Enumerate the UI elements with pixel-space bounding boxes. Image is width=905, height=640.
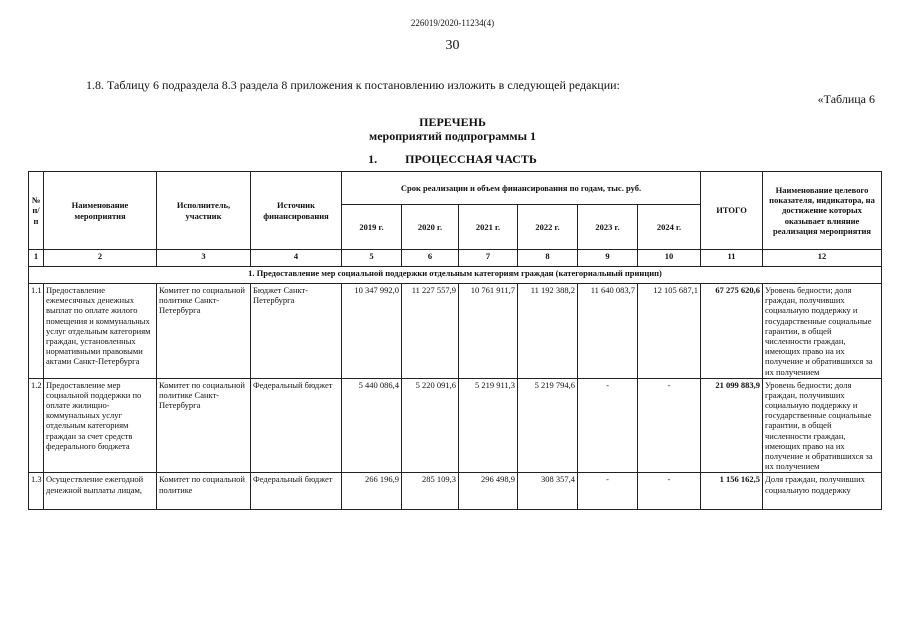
col-header-total: ИТОГО (701, 172, 763, 250)
row-number: 1.3 (29, 473, 44, 510)
col-header-year: 2020 г. (402, 205, 459, 250)
value-2024: 12 105 687,1 (638, 284, 701, 379)
column-number-row (29, 250, 882, 267)
column-number: 8 (518, 250, 578, 267)
col-header-year: 2022 г. (518, 205, 578, 250)
funding-source: Бюджет Санкт-Петербурга (251, 284, 342, 379)
col-header-year: 2023 г. (578, 205, 638, 250)
value-2023: 11 640 083,7 (578, 284, 638, 379)
page-number: 30 (445, 38, 460, 53)
column-number: 11 (701, 250, 763, 267)
column-number: 5 (342, 250, 402, 267)
value-2020: 11 227 557,9 (402, 284, 459, 379)
measure-name: Предоставление мер социальной поддержки по оплате жилищно-коммунальных услуг отдельным категориям граждан за счет средств федерального бюджета (44, 378, 157, 473)
funding-source: Федеральный бюджет (251, 473, 342, 510)
row-number: 1.1 (29, 284, 44, 379)
col-header-num: № п/п (29, 172, 44, 250)
executor: Комитет по социальной политике Санкт-Петербурга (157, 284, 251, 379)
col-header-year: 2021 г. (459, 205, 518, 250)
value-2024: - (638, 473, 701, 510)
column-number: 4 (251, 250, 342, 267)
value-2023: - (578, 378, 638, 473)
col-header-name: Наименование мероприятия (44, 172, 157, 250)
section-heading (0, 152, 905, 167)
table-row (29, 284, 882, 379)
column-number: 12 (763, 250, 882, 267)
row-number: 1.2 (29, 378, 44, 473)
value-total: 67 275 620,6 (701, 284, 763, 379)
indicator: Уровень бедности; доля граждан, получивших социальную поддержку и государственные социальные гарантии, в общей численности граждан, имеющих право на их получение и обратившихся за их получением (763, 284, 882, 379)
value-2019: 266 196,9 (342, 473, 402, 510)
column-number: 1 (29, 250, 44, 267)
value-2022: 5 219 794,6 (518, 378, 578, 473)
col-header-year: 2019 г. (342, 205, 402, 250)
list-title: ПЕРЕЧЕНЬ (419, 115, 486, 129)
value-2020: 285 109,3 (402, 473, 459, 510)
column-number: 7 (459, 250, 518, 267)
value-2021: 5 219 911,3 (459, 378, 518, 473)
value-2020: 5 220 091,6 (402, 378, 459, 473)
column-number: 9 (578, 250, 638, 267)
col-header-executor: Исполнитель, участник (157, 172, 251, 250)
list-subtitle: мероприятий подпрограммы 1 (369, 129, 536, 143)
executor: Комитет по социальной политике (157, 473, 251, 510)
indicator: Уровень бедности; доля граждан, получивших социальную поддержку и государственные социальные гарантии, в общей численности граждан, имеющих право на их получение и обратившихся за их получением (763, 378, 882, 473)
value-2021: 10 761 911,7 (459, 284, 518, 379)
document-id: 226019/2020-11234(4) (410, 18, 495, 28)
column-number: 2 (44, 250, 157, 267)
subsection-heading: 1. Предоставление мер социальной поддержки отдельным категориям граждан (категориальный принцип) (29, 267, 882, 284)
indicator: Доля граждан, получивших социальную поддержку (763, 473, 882, 510)
column-number: 10 (638, 250, 701, 267)
table-reference: «Таблица 6 (817, 92, 875, 106)
column-number: 3 (157, 250, 251, 267)
column-number: 6 (402, 250, 459, 267)
section-number: 1. (368, 152, 378, 166)
value-total: 1 156 162,5 (701, 473, 763, 510)
value-2019: 10 347 992,0 (342, 284, 402, 379)
measure-name: Осуществление ежегодной денежной выплаты лицам, (44, 473, 157, 510)
col-header-period: Срок реализации и объем финансирования по годам, тыс. руб. (342, 172, 701, 205)
header-row (29, 172, 882, 205)
value-2021: 296 498,9 (459, 473, 518, 510)
table-row (29, 378, 882, 473)
value-2019: 5 440 086,4 (342, 378, 402, 473)
col-header-indicator: Наименование целевого показателя, индикатора, на достижение которых оказывает влияние реализация мероприятия (763, 172, 882, 250)
col-header-year: 2024 г. (638, 205, 701, 250)
subsection-row (29, 267, 882, 284)
value-total: 21 099 883,9 (701, 378, 763, 473)
measures-table (28, 171, 882, 510)
executor: Комитет по социальной политике Санкт-Петербурга (157, 378, 251, 473)
measure-name: Предоставление ежемесячных денежных выплат по оплате жилого помещения и коммунальных услуг отдельным категориям граждан, установленных нормативными правовыми актами Санкт-Петербурга (44, 284, 157, 379)
instruction-text: 1.8. Таблицу 6 подраздела 8.3 раздела 8 приложения к постановлению изложить в следующей редакции: (86, 78, 620, 92)
col-header-source: Источник финансирования (251, 172, 342, 250)
value-2024: - (638, 378, 701, 473)
funding-source: Федеральный бюджет (251, 378, 342, 473)
table-row (29, 473, 882, 510)
value-2022: 308 357,4 (518, 473, 578, 510)
value-2023: - (578, 473, 638, 510)
section-name: ПРОЦЕССНАЯ ЧАСТЬ (405, 152, 537, 166)
value-2022: 11 192 388,2 (518, 284, 578, 379)
